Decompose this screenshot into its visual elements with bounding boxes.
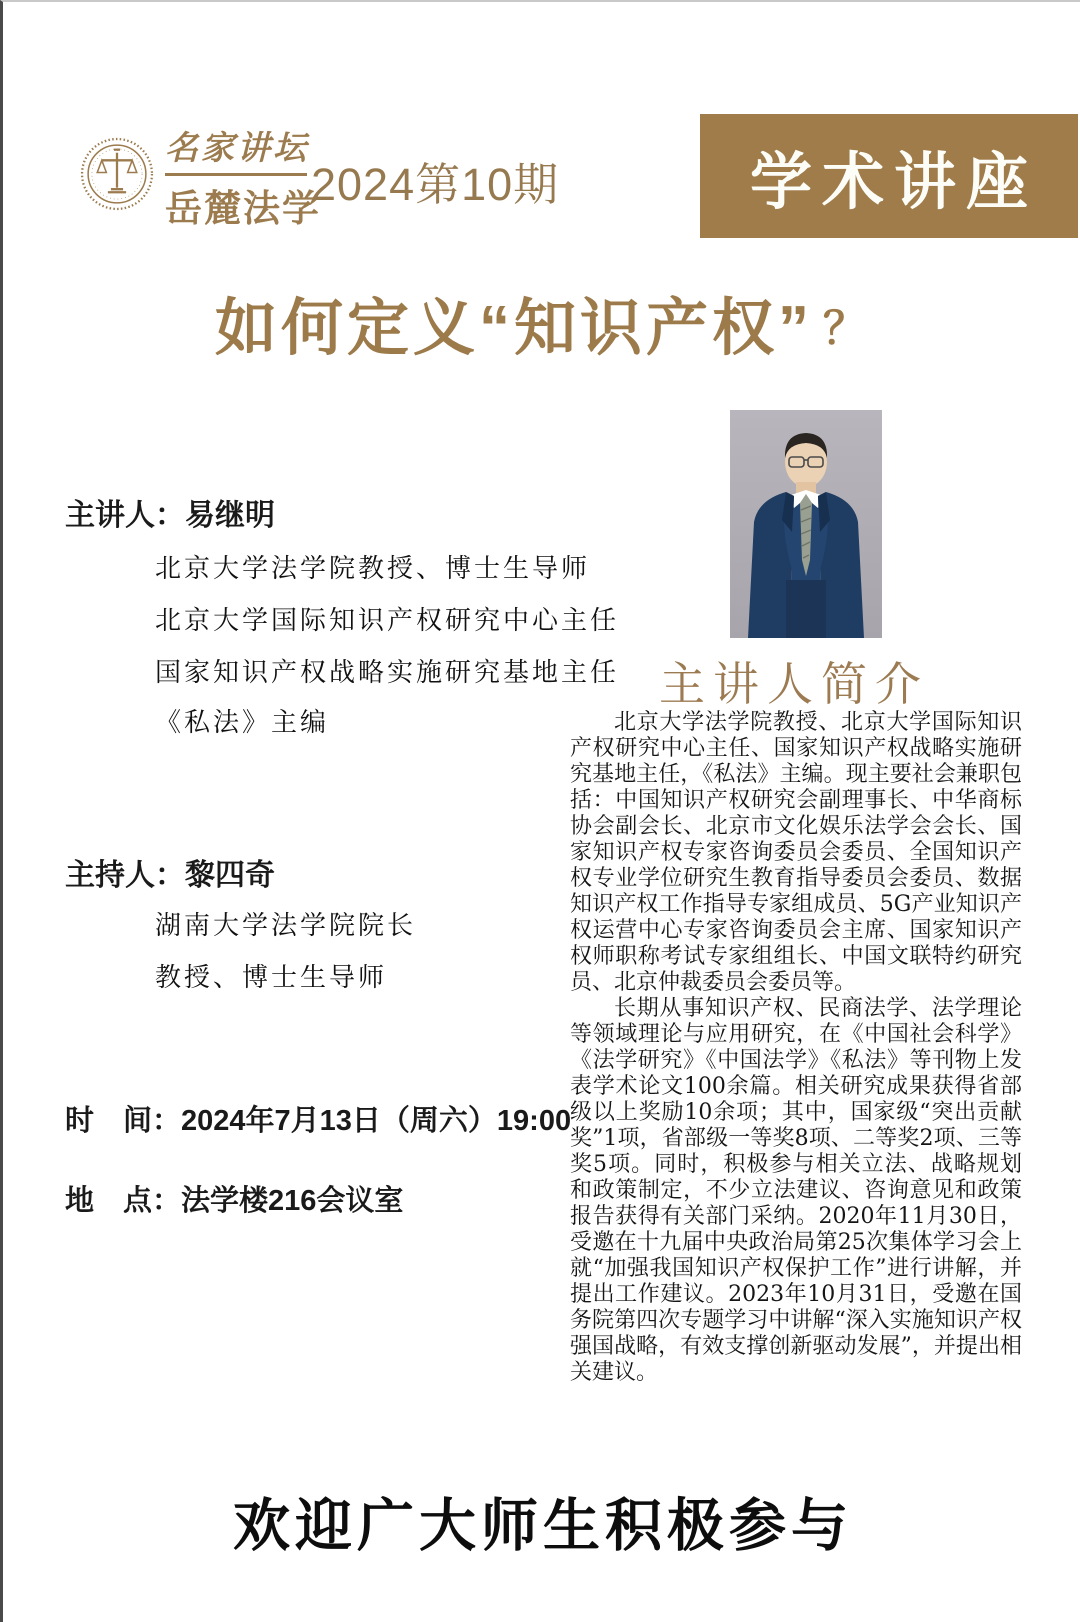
issue-number: 2024第10期 [311,159,560,210]
moderator-credential-1: 湖南大学法学院院长 [155,911,417,941]
profile-heading: 主讲人简介 [659,657,929,711]
title-text: 如何定义“知识产权” [214,294,813,363]
bio-paragraph-2: 长期从事知识产权、民商法学、法学理论等领域理论与应用研究，在《中国社会科学》《法学研究》《中国法学》《私法》等刊物上发表学术论文100余篇。相关研究成果获得省部级以上奖励10余项；其中，国家级“突出贡献奖”1项，省部级一等奖8项、二等奖2项、三等奖5项。同时，积极参与相关立法、战略规划和政策制定，不少立法建议、咨询意见和政策报告获得有关部门采纳。2020年11月30日，受邀在十九届中央政治局第25次集体学习会上就“加强我国知识产权保护工作”进行讲解，并提出工作建议。2023年10月31日，受邀在国务院第四次专题学习中讲解“深入实施知识产权强国战略，有效支撑创新驱动发展”，并提出相关建议。 [570,996,1022,1385]
speaker-bio [570,710,1022,1386]
series-title: 名家讲坛 [165,128,309,167]
lecture-type-banner [700,114,1078,238]
moderator-row [65,850,275,894]
footer-slogan: 欢迎广大师生积极参与 [233,1494,853,1558]
series-subtitle: 岳麓法学 [165,188,321,229]
speaker-credential-2: 北京大学国际知识产权研究中心主任 [155,606,620,636]
logo-divider [165,173,307,176]
page-title [3,278,1080,367]
speaker-row [65,490,275,534]
speaker-label: 主讲人： [65,499,185,532]
moderator-label: 主持人： [65,859,185,892]
time-label: 时 间： [65,1105,182,1137]
speaker-name: 易继明 [185,499,275,532]
location-row [65,1178,403,1219]
time-row [65,1098,571,1139]
logo-text-block [165,122,321,232]
speaker-credential-1: 北京大学法学院教授、博士生导师 [155,554,591,584]
location-label: 地 点： [65,1185,182,1217]
speaker-portrait [730,410,882,638]
location-value: 法学楼216会议室 [181,1185,404,1217]
speaker-credential-3: 国家知识产权战略实施研究基地主任 [155,658,620,688]
title-question-mark: ？ [823,304,871,353]
moderator-name: 黎四奇 [185,859,275,892]
bio-paragraph-1: 北京大学法学院教授、北京大学国际知识产权研究中心主任、国家知识产权战略实施研究基地主任，《私法》主编。现主要社会兼职包括：中国知识产权研究会副理事长、中华商标协会副会长、北京市文化娱乐法学会会长、国家知识产权专家咨询委员会委员、全国知识产权专业学位研究生教育指导委员会委员、数据知识产权工作指导专家组成员、5G产业知识产权运营中心专家咨询委员会主席、国家知识产权师职称考试专家组组长、中国文联特约研究员、北京仲裁委员会委员等。 [570,710,1022,995]
banner-label: 学术讲座 [749,147,1038,217]
moderator-credential-2: 教授、博士生导师 [155,963,388,993]
speaker-credential-4: 《私法》主编 [155,708,330,738]
law-school-seal-icon [79,130,155,218]
time-value: 2024年7月13日（周六）19:00 [181,1105,572,1137]
